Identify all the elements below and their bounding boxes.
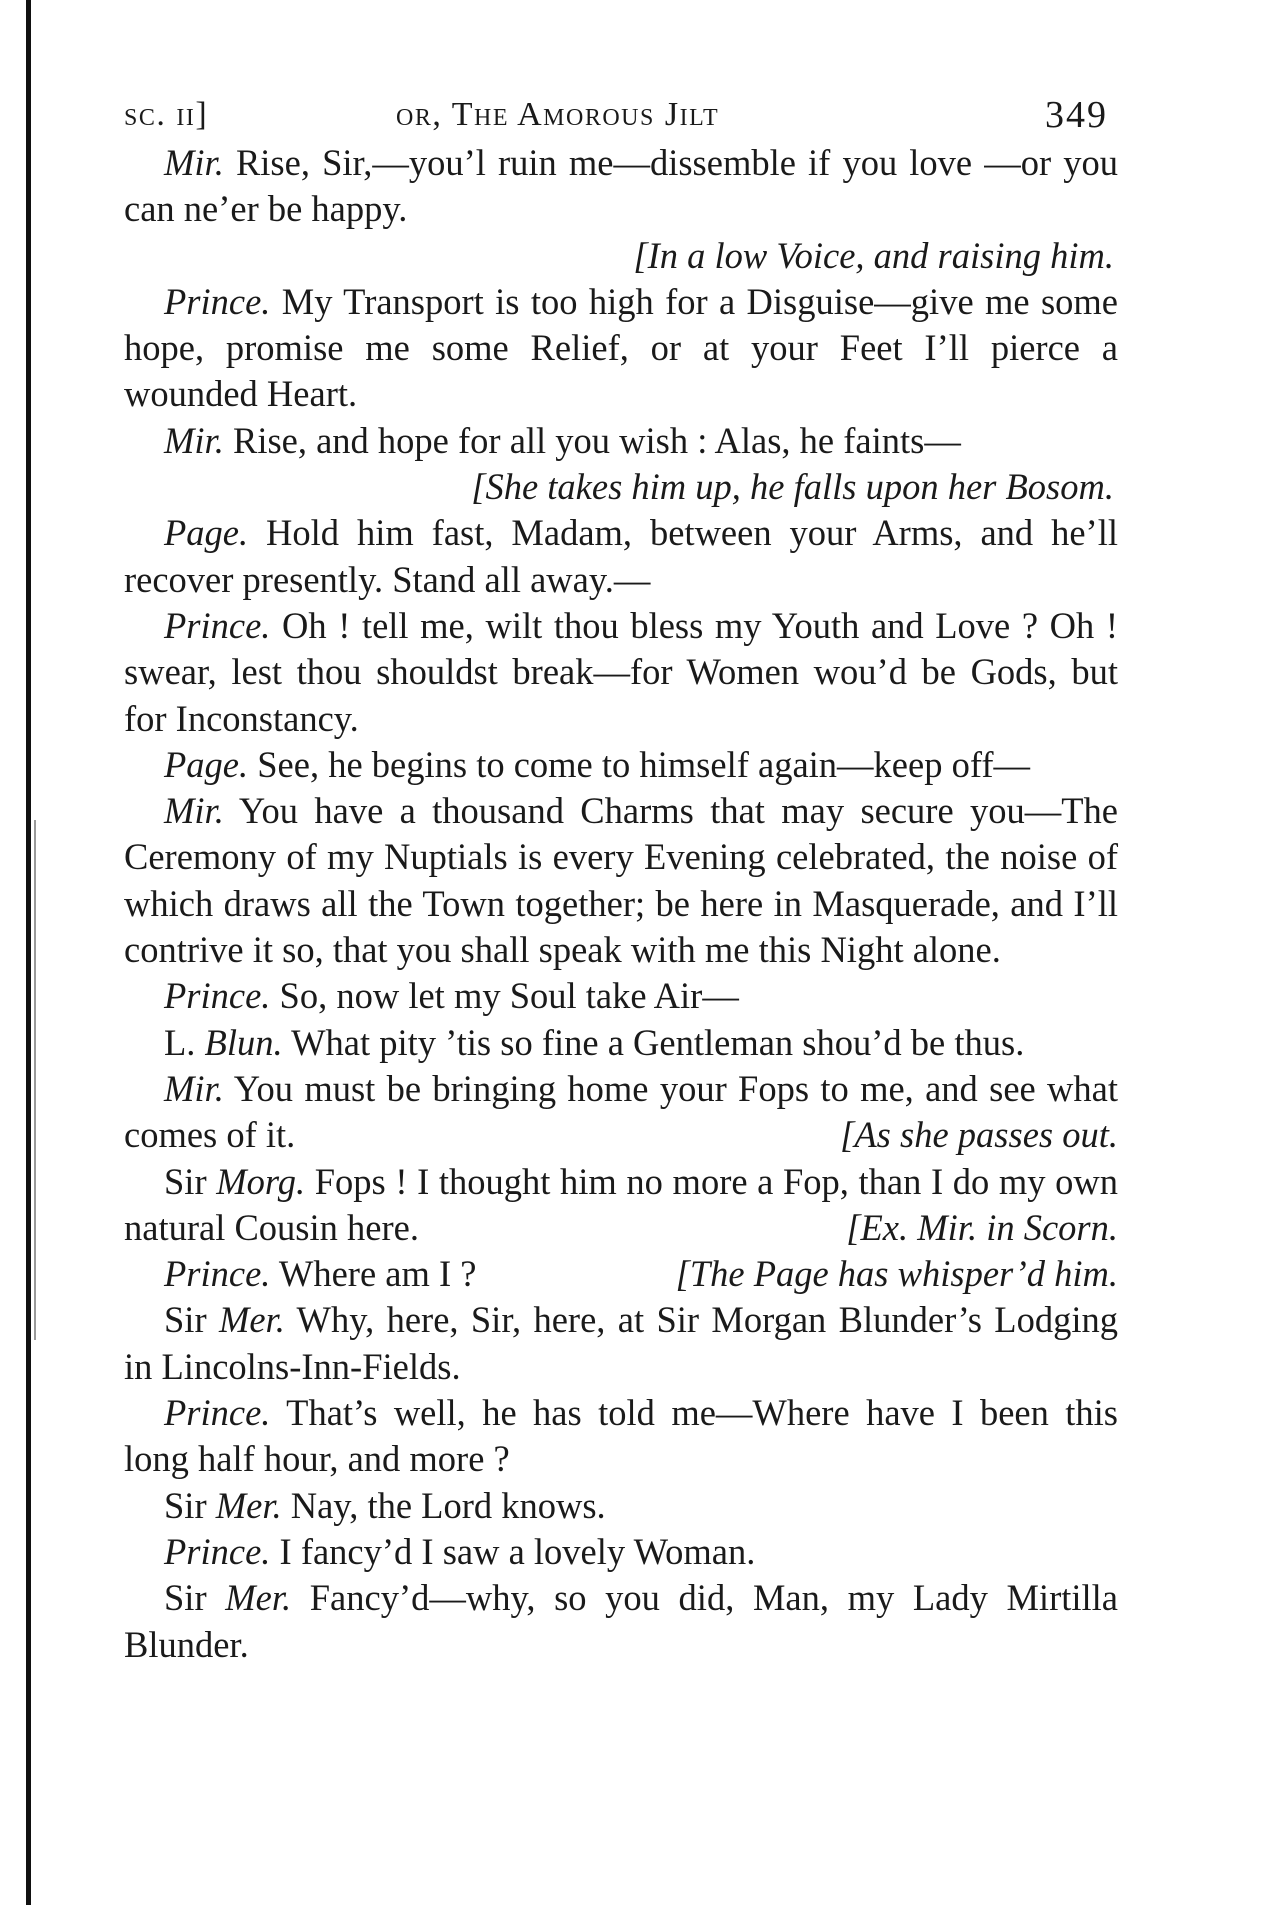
speech-sir-morgan: Sir Morg. Fops ! I thought him no more a Fop, than I do my own natural Cousin here. [Ex. Mir. in Scorn. (124, 1159, 1118, 1252)
stage-direction-takes-him-up: [She takes him up, he falls upon her Bosom. (471, 466, 1114, 508)
speech-prince-6: Prince. I fancy’d I saw a lovely Woman. (164, 1530, 756, 1572)
binding-edge (26, 0, 31, 1905)
speech-mir-4: Mir. You must be bringing home your Fops to me, and see what comes of it. [As she passes out. (124, 1066, 1118, 1159)
speech-mir-2: Mir. Rise, and hope for all you wish : Alas, he faints— (164, 419, 961, 461)
speech-page-1: Page. Hold him fast, Madam, between your Arms, and he’ll recover presently. Stand all away.— (124, 512, 1118, 600)
book-page (124, 90, 1118, 1668)
speech-prince-5: Prince. That’s well, he has told me—Where have I been this long half hour, and more ? (124, 1392, 1118, 1480)
stage-direction-passes-out: [As she passes out. (840, 1114, 1118, 1156)
running-title: or, The Amorous Jilt (396, 96, 720, 133)
speech-page-2: Page. See, he begins to come to himself again—keep off— (164, 743, 1030, 785)
speech-prince-1: Prince. My Transport is too high for a Disguise—give me some hope, promise me some Relief, or at your Feet I’ll pierce a wounded Heart. (124, 280, 1118, 415)
speech-mir-1: Mir. Rise, Sir,—you’l ruin me—dissemble if you love —or you can ne’er be happy. (124, 142, 1118, 230)
stage-direction-whisper: [The Page has whisper’d him. (675, 1253, 1118, 1295)
binding-shadow (34, 820, 36, 1340)
page-number: 349 (1045, 94, 1108, 136)
speech-prince-3: Prince. So, now let my Soul take Air— (164, 975, 739, 1017)
speech-lady-blunder: L. Blun. What pity ’tis so fine a Gentleman shou’d be thus. (164, 1021, 1025, 1063)
speech-sir-mer-2: Sir Mer. Nay, the Lord knows. (164, 1484, 606, 1526)
speech-mir-3: Mir. You have a thousand Charms that may secure you—The Ceremony of my Nuptials is every Evening celebrated, the noise of which draws all the Town together; be here in Masquerade, and I’ll contrive it so, that you shall speak with me this Night alone. (124, 790, 1118, 971)
stage-direction-low-voice: [In a low Voice, and raising him. (633, 234, 1114, 276)
scene-label: sc. ii] (124, 96, 209, 133)
stage-direction-exit-mir: [Ex. Mir. in Scorn. (846, 1206, 1118, 1248)
speech-sir-mer-3: Sir Mer. Fancy’d—why, so you did, Man, my Lady Mirtilla Blunder. (124, 1577, 1118, 1665)
speech-prince-2: Prince. Oh ! tell me, wilt thou bless my Youth and Love ? Oh ! swear, lest thou shouldst break—for Women wou’d be Gods, but for Inconstancy. (124, 604, 1118, 739)
speech-prince-4: Prince. Where am I ? [The Page has whisper’d him. (124, 1251, 1118, 1297)
running-header (124, 90, 1118, 140)
speech-sir-mer-1: Sir Mer. Why, here, Sir, here, at Sir Morgan Blunder’s Lodging in Lincolns-Inn-Fields. (124, 1299, 1118, 1387)
